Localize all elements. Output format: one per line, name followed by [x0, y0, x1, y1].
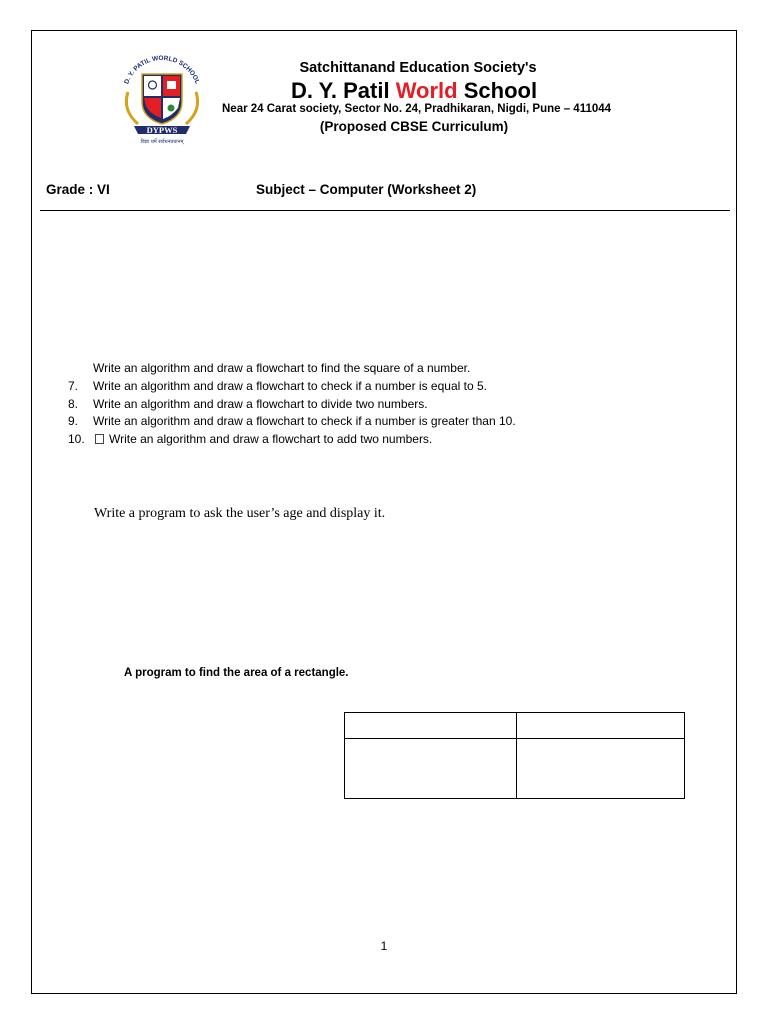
school-name	[0, 78, 768, 104]
question-number: 10.	[68, 432, 85, 447]
list-item	[60, 396, 700, 414]
question-text: Write an algorithm and draw a flowchart to check if a number is greater than 10.	[93, 414, 516, 429]
question-number: 7.	[68, 378, 79, 393]
school-address: Near 24 Carat society, Sector No. 24, Pradhikaran, Nigdi, Pune – 411044	[222, 103, 612, 115]
logo-arc-text: D. Y. PATIL WORLD SCHOOL	[123, 54, 201, 86]
question-list	[60, 360, 700, 449]
question-text: Write an algorithm and draw a flowchart to add two numbers.	[109, 432, 433, 447]
program-prompt-rectangle: A program to find the area of a rectangle.	[124, 667, 349, 679]
list-item	[60, 431, 700, 449]
logo-motto: विद्या धर्मे सर्वधनप्रधानम्	[140, 139, 184, 145]
question-text: Write an algorithm and draw a flowchart to check if a number is equal to 5.	[93, 378, 487, 393]
school-name-prefix: D. Y. Patil	[290, 78, 396, 103]
question-number: 8.	[68, 396, 79, 411]
subject-label: Subject – Computer (Worksheet 2)	[256, 182, 477, 197]
table-cell	[517, 713, 685, 739]
question-number: 9.	[68, 414, 79, 429]
table-cell	[345, 713, 517, 739]
school-name-suffix: School	[457, 78, 538, 103]
curriculum-note: (Proposed CBSE Curriculum)	[319, 119, 509, 134]
question-text: Write an algorithm and draw a flowchart to find the square of a number.	[93, 361, 471, 375]
list-item	[60, 413, 700, 431]
list-item	[60, 360, 700, 378]
missing-glyph-icon	[95, 434, 104, 444]
answer-table	[344, 712, 685, 799]
question-text: Write an algorithm and draw a flowchart to divide two numbers.	[93, 396, 428, 411]
program-prompt-age: Write a program to ask the user’s age and display it.	[94, 506, 386, 521]
society-name: Satchittanand Education Society's	[299, 60, 537, 76]
list-item	[60, 378, 700, 396]
table-cell	[345, 739, 517, 799]
page-number: 1	[380, 939, 388, 953]
school-name-highlight: World	[395, 78, 458, 103]
header-divider	[40, 210, 730, 211]
logo-initials: DYPWS	[146, 125, 178, 135]
grade-label: Grade : VI	[46, 182, 110, 197]
table-cell	[517, 739, 685, 799]
